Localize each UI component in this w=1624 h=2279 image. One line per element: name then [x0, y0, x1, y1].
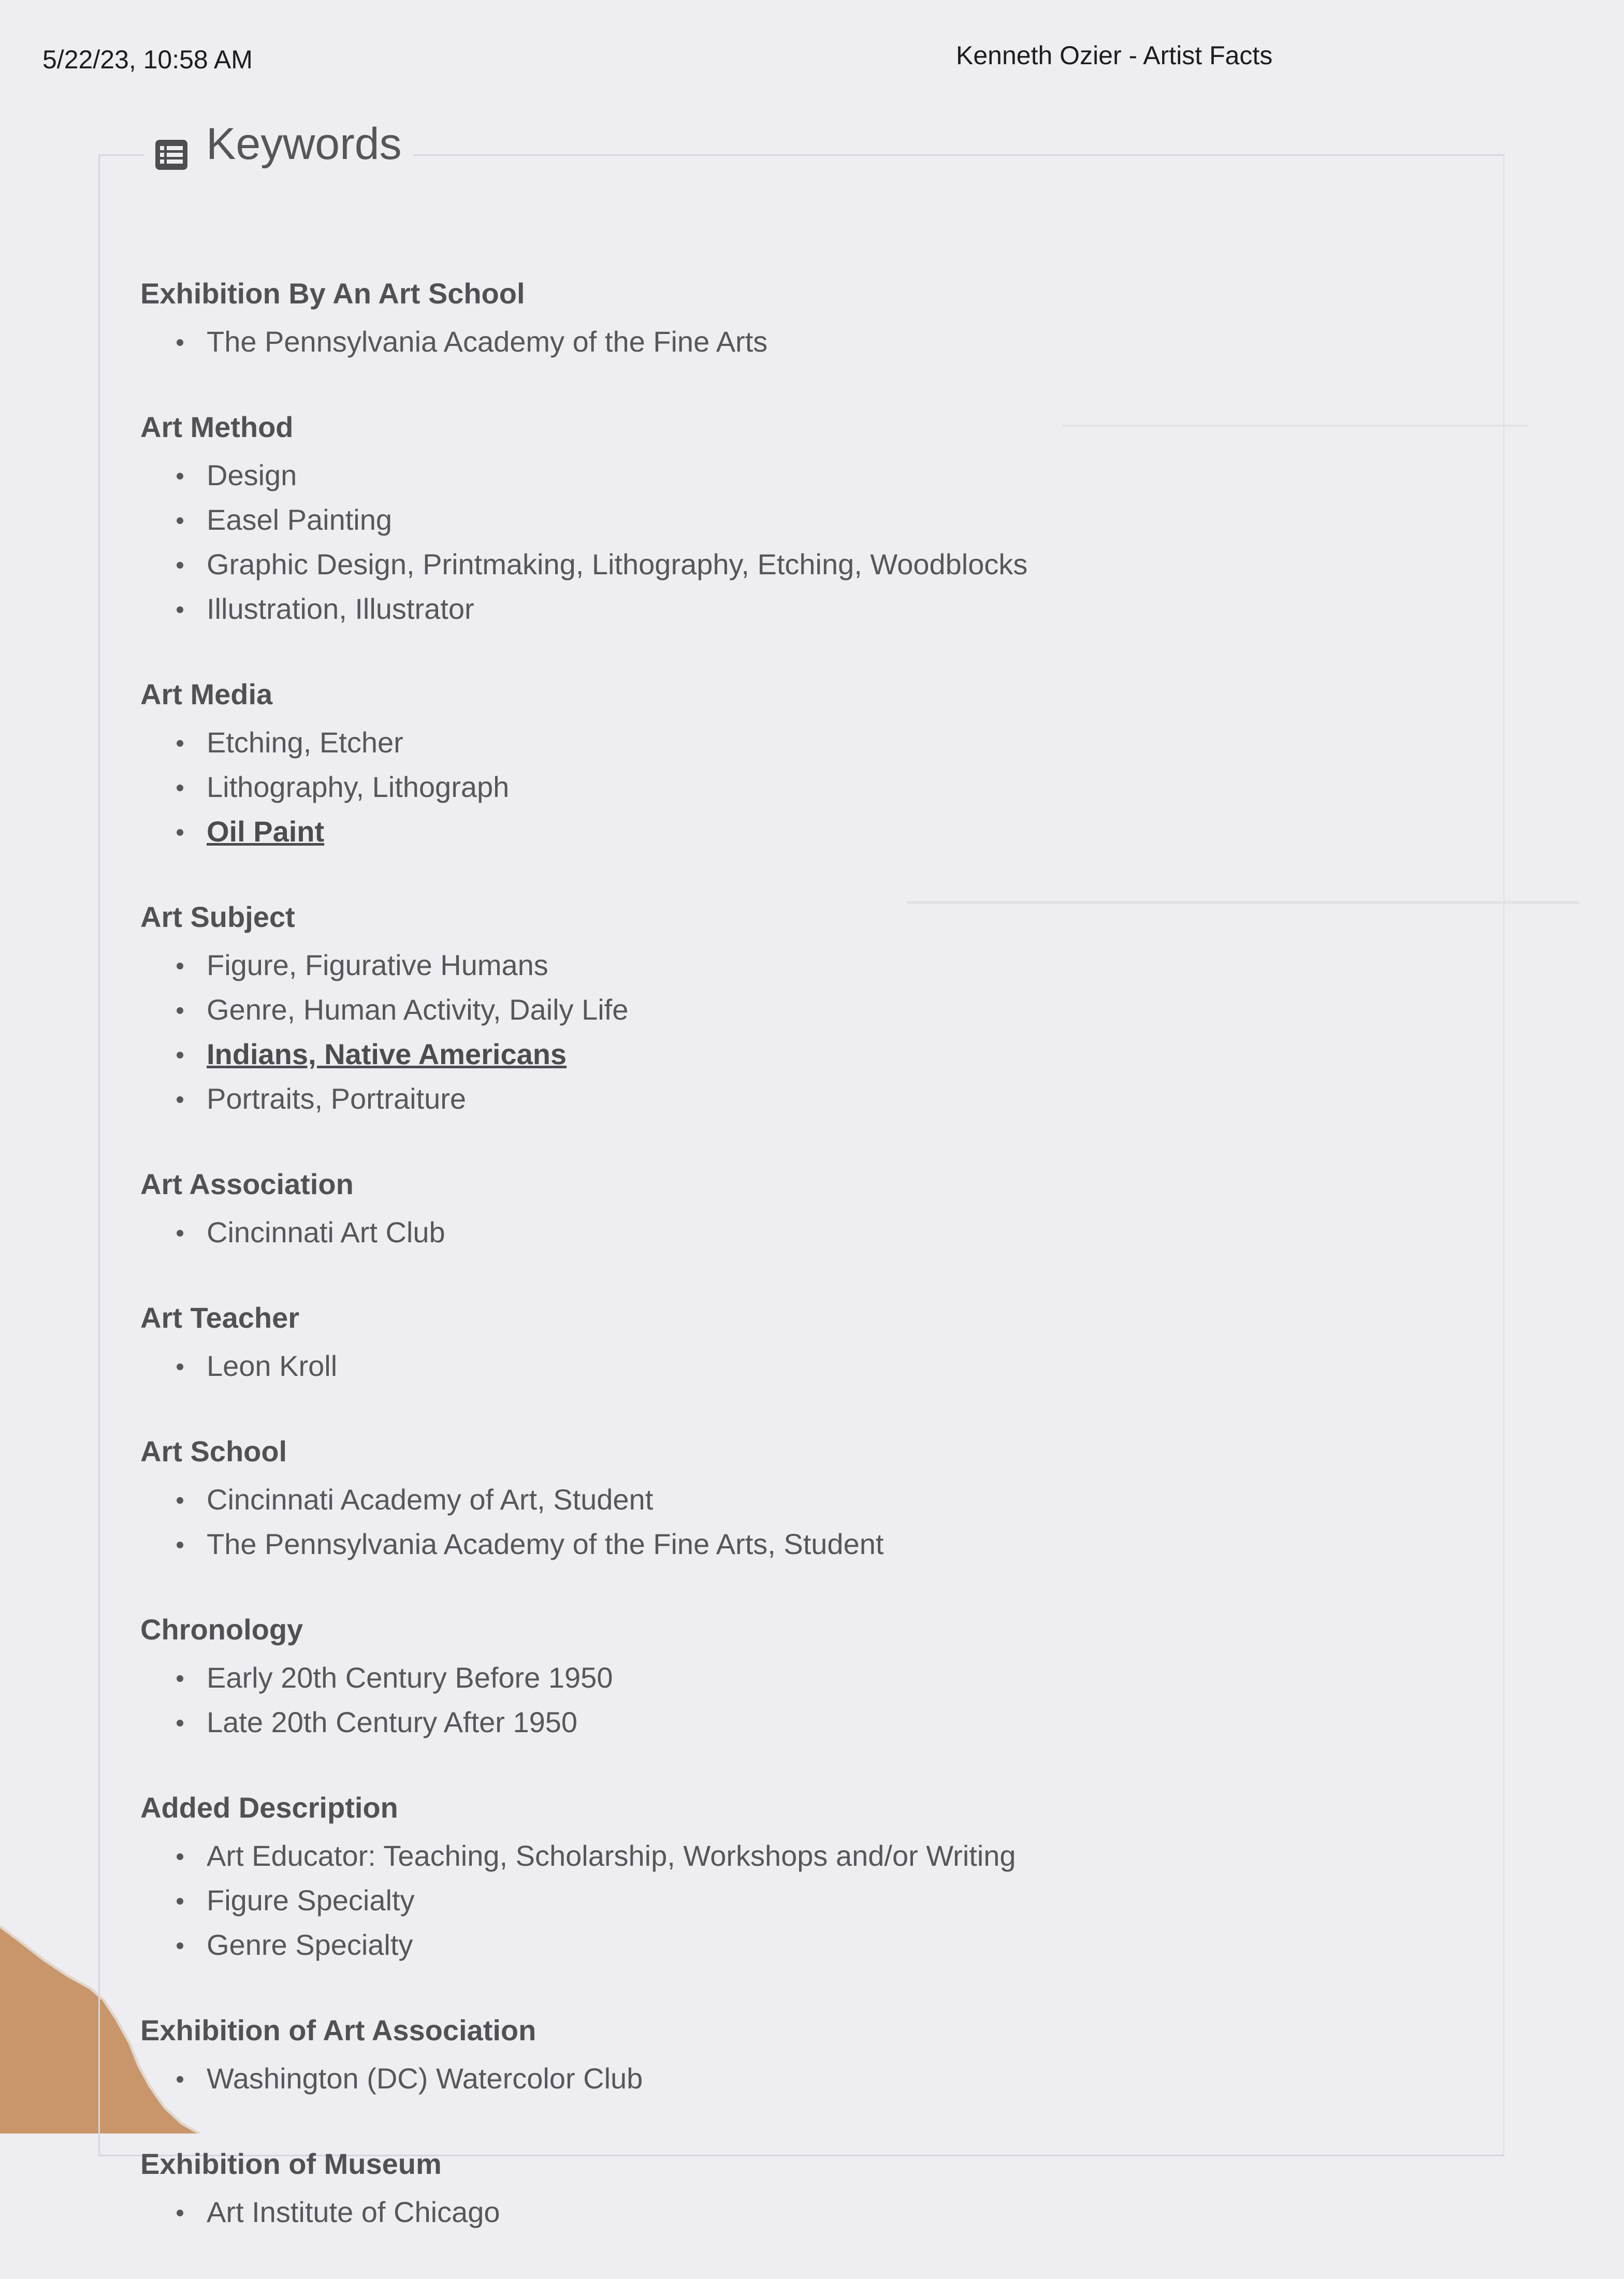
section-title: Art Method: [140, 411, 294, 443]
keyword-list: [140, 320, 1435, 364]
keyword-section: [140, 409, 1435, 631]
keyword-item: Genre Specialty: [177, 1923, 1435, 1967]
keyword-item: Washington (DC) Watercolor Club: [177, 2056, 1435, 2101]
keyword-item: Cincinnati Academy of Art, Student: [177, 1477, 1435, 1522]
keyword-item: Design: [177, 453, 1435, 498]
keyword-item: Art Educator: Teaching, Scholarship, Workshops and/or Writing: [177, 1834, 1435, 1878]
keyword-item: Cincinnati Art Club: [177, 1210, 1435, 1255]
keyword-section: [140, 275, 1435, 364]
keyword-section: [140, 1789, 1435, 1967]
keyword-item: Illustration, Illustrator: [177, 587, 1435, 631]
keywords-heading: [144, 119, 413, 170]
section-title: Art Teacher: [140, 1301, 300, 1334]
keyword-section: [140, 2145, 1435, 2234]
print-page-title: Kenneth Ozier - Artist Facts: [956, 41, 1273, 70]
keyword-item: Leon Kroll: [177, 1344, 1435, 1388]
keyword-item: Portraits, Portraiture: [177, 1077, 1435, 1121]
keyword-list: [140, 2056, 1435, 2101]
keywords-heading-label: Keywords: [206, 119, 402, 169]
section-title: Art School: [140, 1435, 287, 1468]
keyword-list: [140, 943, 1435, 1121]
print-datetime: 5/22/23, 10:58 AM: [42, 45, 253, 74]
keyword-item: The Pennsylvania Academy of the Fine Arts: [177, 320, 1435, 364]
keyword-item: Lithography, Lithograph: [177, 765, 1435, 809]
keyword-list: [140, 720, 1435, 854]
keyword-item: The Pennsylvania Academy of the Fine Arts, Student: [177, 1522, 1435, 1566]
keyword-list: [140, 1834, 1435, 1967]
section-title: Chronology: [140, 1613, 303, 1646]
keyword-list: [140, 2190, 1435, 2234]
section-title: Art Association: [140, 1168, 354, 1200]
keyword-section: [140, 1611, 1435, 1745]
keyword-item: Genre, Human Activity, Daily Life: [177, 988, 1435, 1032]
keyword-section: [140, 2012, 1435, 2101]
keyword-item: Easel Painting: [177, 498, 1435, 542]
keyword-item: Etching, Etcher: [177, 720, 1435, 765]
keyword-item: Graphic Design, Printmaking, Lithography, Etching, Woodblocks: [177, 542, 1435, 587]
section-title: Art Subject: [140, 901, 295, 933]
keyword-item: Early 20th Century Before 1950: [177, 1656, 1435, 1700]
keyword-link[interactable]: Oil Paint: [177, 809, 1435, 854]
keyword-item: Figure, Figurative Humans: [177, 943, 1435, 988]
section-title: Exhibition of Art Association: [140, 2014, 536, 2046]
print-header: [0, 40, 1624, 82]
keyword-section: [140, 1166, 1435, 1255]
list-icon: [155, 129, 187, 159]
section-title: Exhibition of Museum: [140, 2147, 442, 2180]
section-title: Art Media: [140, 678, 273, 710]
keyword-item: Art Institute of Chicago: [177, 2190, 1435, 2234]
keyword-list: [140, 1477, 1435, 1566]
keyword-section: [140, 1299, 1435, 1388]
keyword-item: Figure Specialty: [177, 1878, 1435, 1923]
section-title: Added Description: [140, 1791, 398, 1824]
keyword-list: [140, 1344, 1435, 1388]
keyword-section: [140, 1433, 1435, 1566]
keyword-list: [140, 453, 1435, 631]
keyword-item: Late 20th Century After 1950: [177, 1700, 1435, 1745]
keyword-list: [140, 1656, 1435, 1745]
keyword-section: [140, 898, 1435, 1121]
keyword-list: [140, 1210, 1435, 1255]
keywords-panel: [98, 119, 1504, 2228]
keyword-link[interactable]: Indians, Native Americans: [177, 1032, 1435, 1077]
section-title: Exhibition By An Art School: [140, 277, 525, 310]
keyword-sections: [140, 275, 1435, 2279]
keyword-section: [140, 676, 1435, 854]
